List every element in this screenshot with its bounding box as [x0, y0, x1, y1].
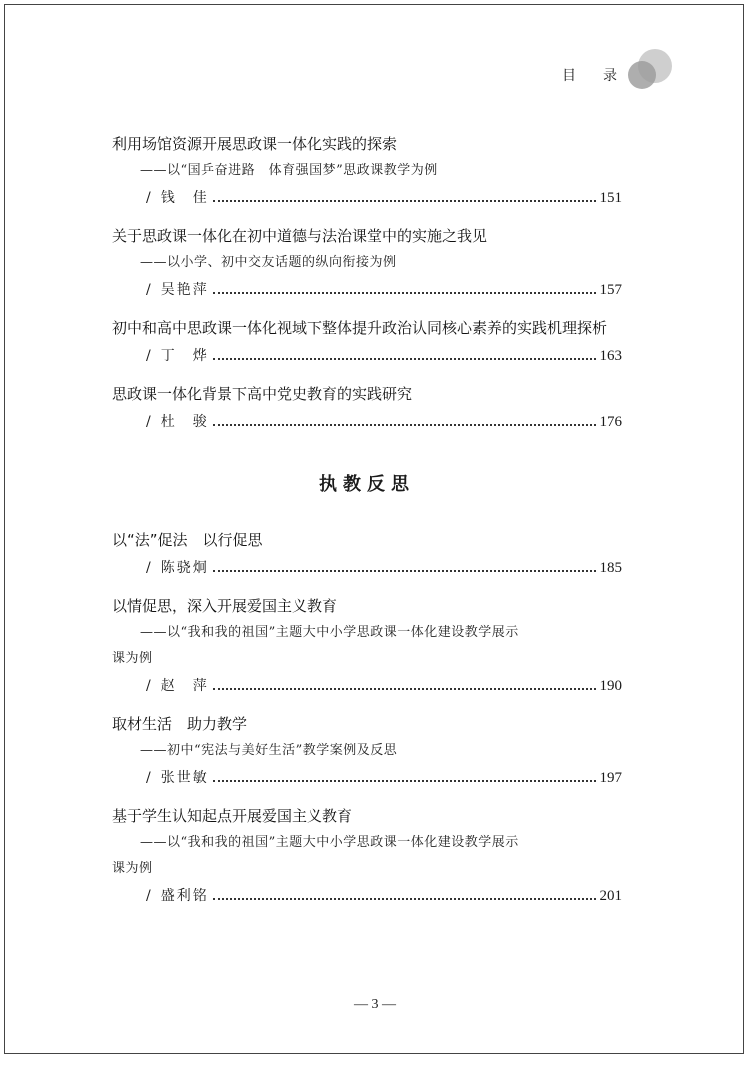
toc-group-b — [112, 526, 622, 910]
decorative-circles-icon — [628, 49, 682, 91]
entry-subtitle: ——以“我和我的祖国”主题大中小学思政课一体化建设教学展示 — [140, 835, 519, 850]
entry-author-line — [112, 554, 622, 582]
page-number-footer: — 3 — — [354, 997, 396, 1012]
author-slash: / — [146, 770, 151, 786]
entry-title: 取材生活 助力教学 — [112, 715, 248, 733]
author-slash: / — [146, 282, 151, 298]
entry-author-line — [112, 882, 622, 910]
entry-subtitle: ——以“我和我的祖国”主题大中小学思政课一体化建设教学展示 — [140, 625, 519, 640]
entry-subtitle: ——初中“宪法与美好生活”教学案例及反思 — [140, 743, 398, 758]
author-slash: / — [146, 678, 151, 694]
entry-title: 以“法”促法 以行促思 — [112, 531, 263, 549]
entry-subtitle-continued: 课为例 — [112, 861, 153, 876]
entry-author-line — [112, 672, 622, 700]
entry-page-number: 176 — [599, 414, 622, 430]
entry-subtitle: ——以“国乒奋进路 体育强国梦”思政课教学为例 — [140, 163, 438, 178]
entry-author-line — [112, 342, 622, 370]
dot-leader — [213, 414, 596, 426]
entry-author-line — [112, 276, 622, 304]
dot-leader — [213, 348, 596, 360]
entry-author: 吴艳萍 — [160, 282, 209, 298]
toc-entry[interactable] — [112, 592, 622, 700]
page — [4, 4, 744, 1054]
entry-subtitle-continued: 课为例 — [112, 651, 153, 666]
header-char-2: 录 — [603, 68, 618, 84]
dot-leader — [213, 770, 596, 782]
entry-author: 丁 烨 — [160, 348, 209, 364]
entry-author: 杜 骏 — [160, 414, 209, 430]
entry-title: 以情促思，深入开展爱国主义教育 — [112, 597, 338, 615]
dot-leader — [213, 560, 596, 572]
entry-author-line — [112, 764, 622, 792]
entry-author-line — [112, 184, 622, 212]
toc-entry[interactable] — [112, 380, 622, 436]
entry-title: 基于学生认知起点开展爱国主义教育 — [112, 807, 353, 825]
entry-title: 利用场馆资源开展思政课一体化实践的探索 — [112, 135, 398, 153]
dot-leader — [213, 678, 596, 690]
toc-group-a — [112, 130, 622, 436]
entry-author: 盛利铭 — [160, 888, 209, 904]
entry-author: 陈骁炯 — [160, 560, 209, 576]
author-slash: / — [146, 888, 151, 904]
section-heading: 执教反思 — [319, 474, 415, 495]
entry-title: 思政课一体化背景下高中党史教育的实践研究 — [112, 385, 413, 403]
entry-page-number: 190 — [599, 678, 622, 694]
entry-subtitle: ——以小学、初中交友话题的纵向衔接为例 — [140, 255, 397, 270]
entry-page-number: 157 — [599, 282, 622, 298]
entry-page-number: 201 — [599, 888, 622, 904]
entry-page-number: 185 — [599, 560, 622, 576]
entry-author-line — [112, 408, 622, 436]
entry-author: 张世敏 — [160, 770, 209, 786]
dot-leader — [213, 888, 596, 900]
header-char-1: 目 — [562, 68, 577, 84]
entry-page-number: 151 — [599, 190, 622, 206]
toc-entry[interactable] — [112, 526, 622, 582]
running-header — [562, 65, 618, 85]
toc-entry[interactable] — [112, 222, 622, 304]
author-slash: / — [146, 190, 151, 206]
entry-page-number: 197 — [599, 770, 622, 786]
entry-page-number: 163 — [599, 348, 622, 364]
toc-entry[interactable] — [112, 710, 622, 792]
entry-author: 钱 佳 — [160, 190, 209, 206]
toc-entry[interactable] — [112, 802, 622, 910]
author-slash: / — [146, 414, 151, 430]
entry-author: 赵 萍 — [160, 678, 209, 694]
toc-entry[interactable] — [112, 130, 622, 212]
dot-leader — [213, 282, 596, 294]
toc-content — [112, 130, 622, 920]
author-slash: / — [146, 348, 151, 364]
entry-title: 关于思政课一体化在初中道德与法治课堂中的实施之我见 — [112, 227, 488, 245]
entry-title: 初中和高中思政课一体化视域下整体提升政治认同核心素养的实践机理探析 — [112, 319, 608, 337]
toc-entry[interactable] — [112, 314, 622, 370]
author-slash: / — [146, 560, 151, 576]
dot-leader — [213, 190, 596, 202]
